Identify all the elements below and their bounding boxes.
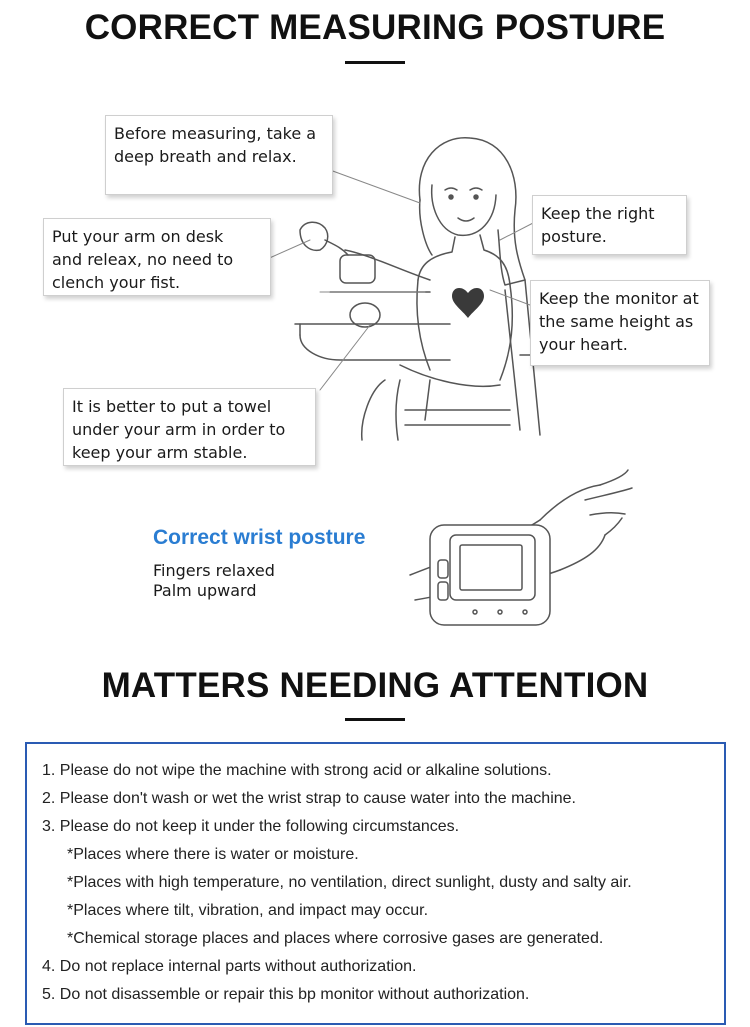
heart-icon [452, 288, 484, 318]
attention-item-2: 2. Please don't wash or wet the wrist strap to cause water into the machine. [42, 790, 576, 807]
callout-breath: Before measuring, take a deep breath and relax. [105, 115, 333, 195]
wrist-monitor-illustration [400, 460, 650, 635]
attention-heading-rule [345, 718, 405, 721]
posture-heading-rule [345, 61, 405, 64]
attention-subitem-vibration: *Places where tilt, vibration, and impact may occur. [67, 902, 429, 919]
attention-heading: MATTERS NEEDING ATTENTION [101, 666, 649, 705]
attention-subitem-chemical: *Chemical storage places and places where corrosive gases are generated. [67, 930, 604, 947]
attention-subitem-water: *Places where there is water or moisture. [67, 846, 359, 863]
attention-subitem-temperature: *Places with high temperature, no ventilation, direct sunlight, dusty and salty air. [67, 874, 632, 891]
attention-item-4: 4. Do not replace internal parts without authorization. [42, 958, 417, 975]
callout-monitor-height: Keep the monitor at the same height as your heart. [530, 280, 710, 366]
wrist-note-fingers: Fingers relaxed [153, 561, 275, 580]
wrist-note-palm: Palm upward [153, 581, 257, 600]
attention-item-3: 3. Please do not keep it under the following circumstances. [42, 818, 460, 835]
attention-item-1: 1. Please do not wipe the machine with strong acid or alkaline solutions. [42, 762, 552, 779]
callout-right-posture: Keep the right posture. [532, 195, 687, 255]
posture-heading: CORRECT MEASURING POSTURE [84, 8, 666, 47]
attention-item-5: 5. Do not disassemble or repair this bp monitor without authorization. [42, 986, 530, 1003]
callout-arm-on-desk: Put your arm on desk and releax, no need to clench your fist. [43, 218, 271, 296]
callout-towel: It is better to put a towel under your arm in order to keep your arm stable. [63, 388, 316, 466]
wrist-posture-title: Correct wrist posture [153, 526, 366, 549]
